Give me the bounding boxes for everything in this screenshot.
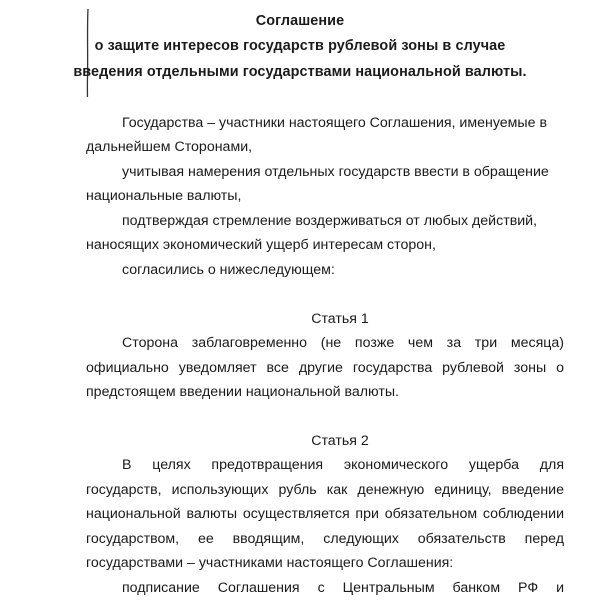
- article-2-line: В целях предотвращения экономического ущерба для: [122, 457, 564, 473]
- article-2-line: национальной валюты осуществляется при обязательном соблюдении: [86, 506, 564, 522]
- document-subtitle-line-2: введения отдельными государствами национальной валюты.: [73, 64, 527, 80]
- article-2-line: государством, ее вводящим, следующих обязательств перед: [86, 531, 564, 547]
- document-subtitle-line-1: о защите интересов государств рублевой зоны в случае: [94, 38, 506, 54]
- document-title: Соглашение: [255, 13, 345, 29]
- article-1-line: Сторона заблаговременно (не позже чем за три месяца): [122, 335, 564, 351]
- preamble-line: учитывая намерения отдельных государств ввести в обращение: [122, 164, 549, 180]
- article-2-line: подписание Соглашения с Центральным банком РФ и: [122, 580, 564, 596]
- preamble-line: подтверждая стремление воздерживаться от любых действий,: [122, 213, 538, 229]
- article-1-heading: Статья 1: [311, 311, 369, 327]
- preamble-line: Государства – участники настоящего Соглашения, именуемые в: [122, 115, 547, 131]
- article-2-heading: Статья 2: [311, 433, 369, 449]
- preamble-line: национальные валюты,: [86, 188, 242, 204]
- article-1-line: официально уведомляет все другие государства рублевой зоны о: [86, 360, 564, 376]
- article-2-line: государствами – участниками настоящего Соглашения:: [86, 555, 454, 571]
- preamble-line: наносящих экономический ущерб интересам сторон,: [86, 237, 436, 253]
- preamble-line: дальнейшем Сторонами,: [86, 139, 253, 155]
- article-2-line: государств, использующих рубль как денежную единицу, введение: [86, 482, 564, 498]
- article-1-line: предстоящем введении национальной валюты.: [86, 384, 399, 400]
- preamble-line: согласились о нижеследующем:: [122, 262, 335, 278]
